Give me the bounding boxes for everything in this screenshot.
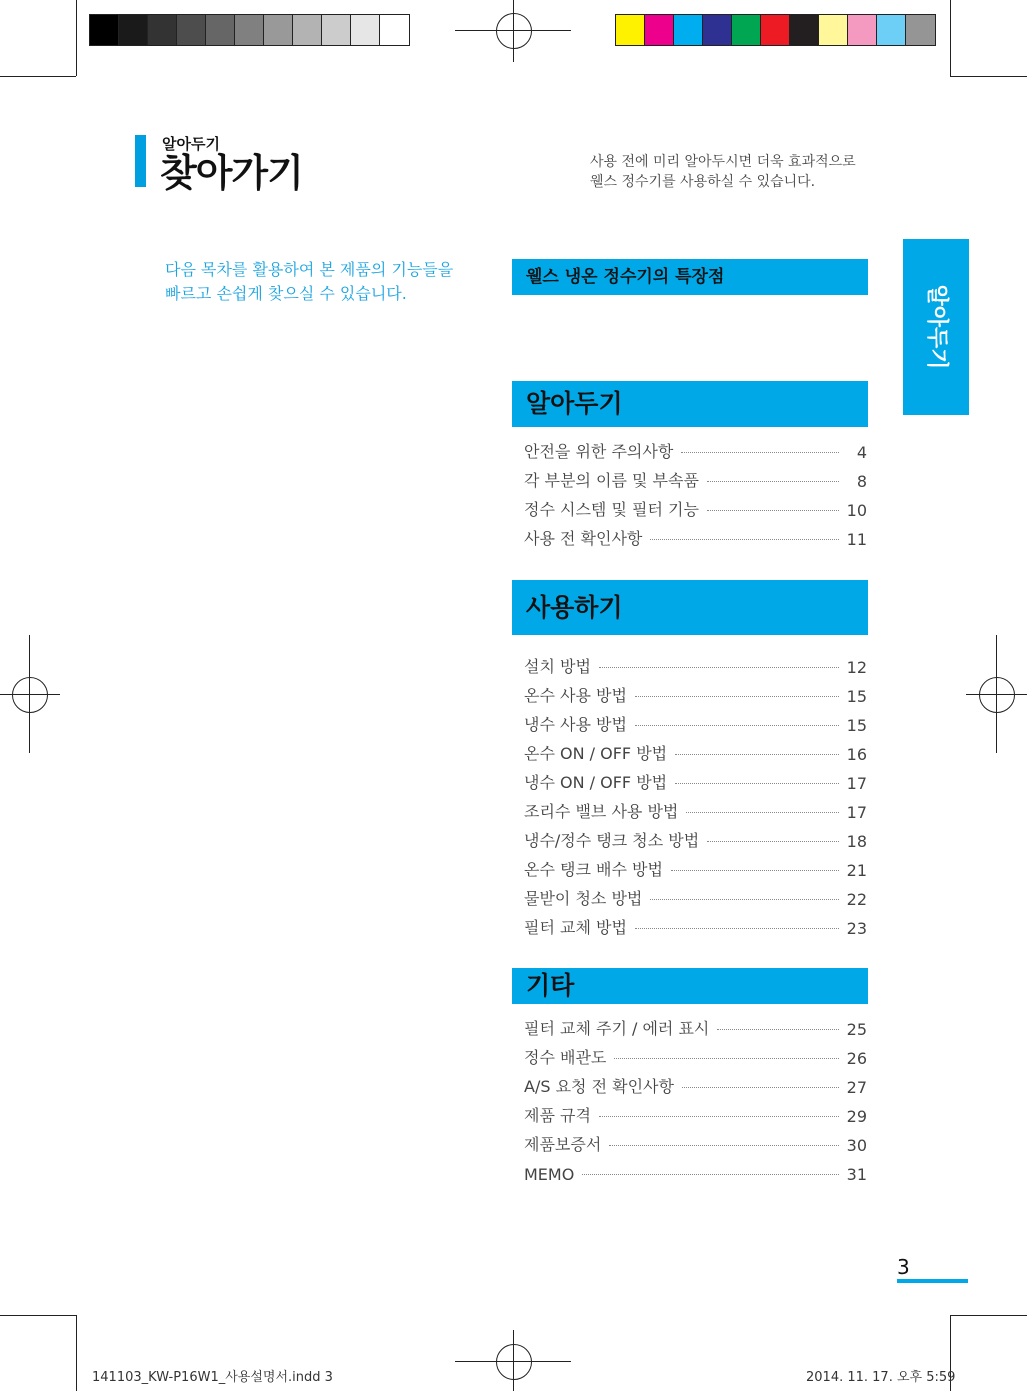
- intro-text: [590, 152, 856, 192]
- toc-entry-page: 21: [846, 861, 867, 880]
- grayscale-swatch: [148, 15, 177, 45]
- toc-entry-title: MEMO: [524, 1165, 575, 1184]
- toc-entry[interactable]: [524, 462, 867, 491]
- toc-leader-dots: [599, 1116, 839, 1117]
- toc-entry-page: 10: [846, 501, 867, 520]
- toc-entry-page: 25: [846, 1020, 867, 1039]
- toc-leader-dots: [675, 783, 839, 784]
- toc-entry[interactable]: [524, 433, 867, 462]
- toc-leader-dots: [614, 1058, 838, 1059]
- toc-entry-page: 17: [846, 774, 867, 793]
- grayscale-swatch: [380, 15, 409, 45]
- toc-entry-title: 온수 탱크 배수 방법: [524, 860, 663, 879]
- lead-line-1: 다음 목차를 활용하여 본 제품의 기능들을: [165, 260, 454, 279]
- lead-text: [165, 258, 453, 306]
- process-swatch: [819, 15, 848, 45]
- title-accent-bar: [135, 135, 146, 187]
- toc-entry[interactable]: [524, 520, 867, 549]
- grayscale-color-bar: [89, 14, 410, 46]
- toc-leader-dots: [707, 481, 839, 482]
- toc-entry-title: 안전을 위한 주의사항: [524, 442, 674, 461]
- toc-entry-page: 15: [846, 716, 867, 735]
- process-swatch: [848, 15, 877, 45]
- toc-entry-title: 제품보증서: [524, 1135, 602, 1154]
- toc-entry-title: 조리수 밸브 사용 방법: [524, 802, 679, 821]
- toc-entry[interactable]: [524, 1068, 867, 1097]
- process-swatch: [761, 15, 790, 45]
- process-color-bar: [615, 14, 936, 46]
- toc-entry[interactable]: [524, 735, 867, 764]
- toc-leader-dots: [675, 754, 839, 755]
- page-title: 찾아가기: [160, 151, 303, 195]
- toc-entry[interactable]: [524, 648, 867, 677]
- toc-entry-page: 22: [846, 890, 867, 909]
- page-number-underline: [897, 1279, 968, 1283]
- toc-leader-dots: [582, 1174, 838, 1175]
- side-tab-label: 알아두기: [924, 284, 949, 370]
- toc-entry[interactable]: [524, 822, 867, 851]
- grayscale-swatch: [351, 15, 380, 45]
- toc-entry-page: 31: [846, 1165, 867, 1184]
- toc-entry-page: 12: [846, 658, 867, 677]
- toc-entry-title: 냉수 ON / OFF 방법: [524, 773, 668, 792]
- toc-entry-page: 18: [846, 832, 867, 851]
- toc-leader-dots: [635, 725, 839, 726]
- section-header-use[interactable]: 사용하기: [512, 580, 868, 635]
- section-kicker: 알아두기: [162, 135, 220, 153]
- process-swatch: [906, 15, 935, 45]
- side-tab[interactable]: [903, 239, 969, 415]
- toc-entry-title: 냉수/정수 탱크 청소 방법: [524, 831, 700, 850]
- toc-entry-title: 냉수 사용 방법: [524, 715, 627, 734]
- section-header-know[interactable]: 알아두기: [512, 381, 868, 427]
- footer-filename: 141103_KW-P16W1_사용설명서.indd 3: [92, 1370, 333, 1385]
- toc-leader-dots: [717, 1029, 838, 1030]
- toc-entry-title: 설치 방법: [524, 657, 591, 676]
- toc-entry[interactable]: [524, 1010, 867, 1039]
- toc-entry[interactable]: [524, 764, 867, 793]
- toc-entry-page: 17: [846, 803, 867, 822]
- toc-leader-dots: [682, 1087, 839, 1088]
- intro-line-1: 사용 전에 미리 알아두시면 더욱 효과적으로: [590, 154, 856, 170]
- toc-leader-dots: [681, 452, 839, 453]
- toc-leader-dots: [707, 510, 839, 511]
- toc-entry-title: 제품 규격: [524, 1106, 591, 1125]
- toc-entry-title: 각 부분의 이름 및 부속품: [524, 471, 699, 490]
- toc-entry[interactable]: [524, 793, 867, 822]
- toc-entry[interactable]: [524, 1097, 867, 1126]
- toc-entry-page: 15: [846, 687, 867, 706]
- grayscale-swatch: [264, 15, 293, 45]
- process-swatch: [877, 15, 906, 45]
- process-swatch: [616, 15, 645, 45]
- toc-entry[interactable]: [524, 909, 867, 938]
- grayscale-swatch: [322, 15, 351, 45]
- toc-leader-dots: [650, 539, 838, 540]
- toc-entry-page: 11: [846, 530, 867, 549]
- grayscale-swatch: [235, 15, 264, 45]
- toc-entry-title: 정수 배관도: [524, 1048, 607, 1067]
- section-header-etc[interactable]: 기타: [512, 968, 868, 1004]
- toc-entry-page: 27: [846, 1078, 867, 1097]
- toc-entry-page: 26: [846, 1049, 867, 1068]
- process-swatch: [703, 15, 732, 45]
- toc-list-use: [524, 648, 867, 938]
- toc-entry[interactable]: [524, 851, 867, 880]
- toc-entry-title: 사용 전 확인사항: [524, 529, 643, 548]
- process-swatch: [790, 15, 819, 45]
- grayscale-swatch: [293, 15, 322, 45]
- toc-entry-title: 온수 사용 방법: [524, 686, 627, 705]
- toc-list-know: [524, 433, 867, 549]
- toc-list-etc: [524, 1010, 867, 1184]
- section-header-features[interactable]: 웰스 냉온 정수기의 특장점: [512, 259, 868, 295]
- registration-mark-top: [496, 13, 532, 49]
- lead-line-2: 빠르고 손쉽게 찾으실 수 있습니다.: [165, 284, 407, 303]
- process-swatch: [674, 15, 703, 45]
- toc-entry[interactable]: [524, 1126, 867, 1155]
- toc-entry[interactable]: [524, 677, 867, 706]
- toc-entry[interactable]: [524, 491, 867, 520]
- toc-entry-page: 30: [846, 1136, 867, 1155]
- toc-entry-title: 온수 ON / OFF 방법: [524, 744, 668, 763]
- process-swatch: [645, 15, 674, 45]
- toc-entry-title: 물받이 청소 방법: [524, 889, 643, 908]
- footer-timestamp: 2014. 11. 17. 오후 5:59: [806, 1370, 956, 1385]
- toc-entry[interactable]: [524, 1155, 867, 1184]
- toc-entry-page: 16: [846, 745, 867, 764]
- registration-mark-bottom: [496, 1344, 532, 1380]
- toc-leader-dots: [686, 812, 838, 813]
- page-number: 3: [897, 1255, 910, 1279]
- toc-entry[interactable]: [524, 706, 867, 735]
- grayscale-swatch: [119, 15, 148, 45]
- toc-entry-title: A/S 요청 전 확인사항: [524, 1077, 674, 1096]
- toc-leader-dots: [599, 667, 839, 668]
- grayscale-swatch: [206, 15, 235, 45]
- toc-leader-dots: [635, 696, 839, 697]
- process-swatch: [732, 15, 761, 45]
- registration-mark-left: [12, 677, 48, 713]
- toc-leader-dots: [650, 899, 838, 900]
- grayscale-swatch: [90, 15, 119, 45]
- toc-entry-title: 필터 교체 방법: [524, 918, 627, 937]
- grayscale-swatch: [177, 15, 206, 45]
- toc-entry-page: 4: [856, 443, 867, 462]
- registration-mark-right: [979, 677, 1015, 713]
- intro-line-2: 웰스 정수기를 사용하실 수 있습니다.: [590, 174, 816, 190]
- toc-leader-dots: [707, 841, 838, 842]
- toc-leader-dots: [609, 1145, 838, 1146]
- toc-entry-page: 23: [846, 919, 867, 938]
- toc-entry[interactable]: [524, 1039, 867, 1068]
- toc-entry[interactable]: [524, 880, 867, 909]
- toc-entry-page: 8: [856, 472, 867, 491]
- toc-entry-title: 필터 교체 주기 / 에러 표시: [524, 1019, 710, 1038]
- toc-entry-title: 정수 시스템 및 필터 기능: [524, 500, 699, 519]
- toc-leader-dots: [671, 870, 839, 871]
- toc-entry-page: 29: [846, 1107, 867, 1126]
- toc-leader-dots: [635, 928, 839, 929]
